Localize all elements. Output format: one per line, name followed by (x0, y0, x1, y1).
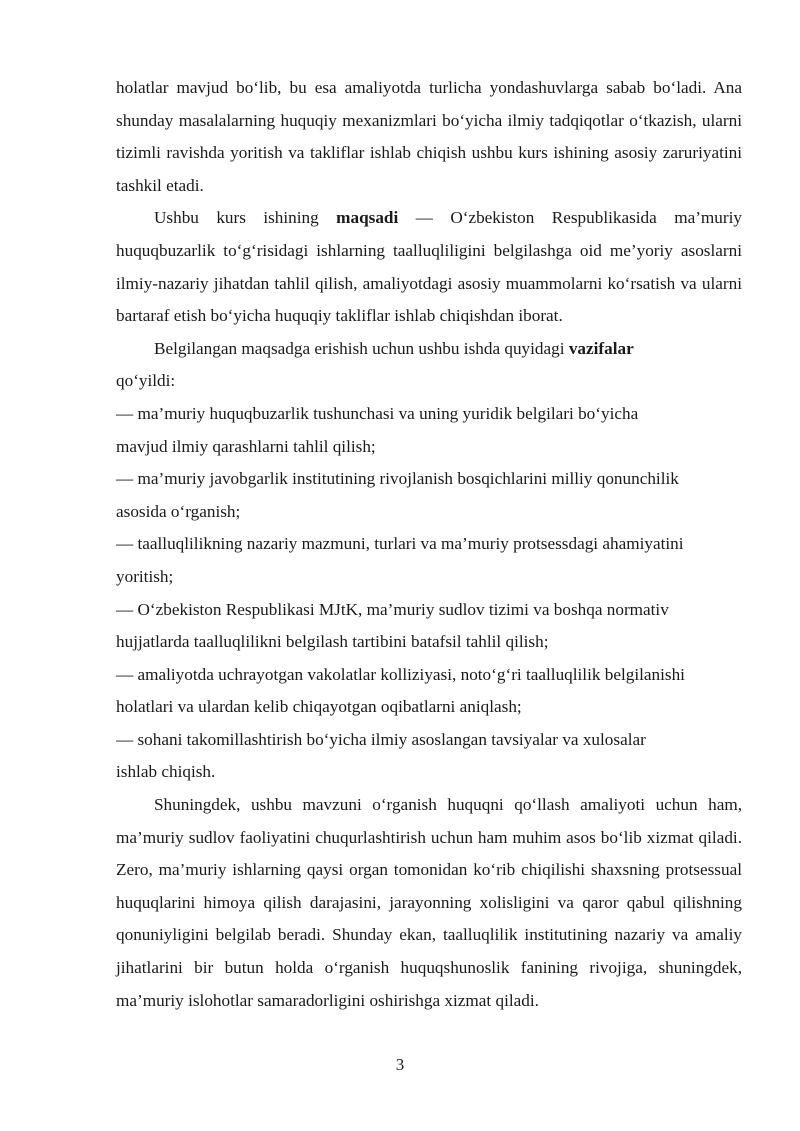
task-item-line: ishlab chiqish. (116, 762, 216, 782)
paragraph-significance: Shuningdek, ushbu mavzuni o‘rganish huquqni qo‘llash amaliyoti uchun ham, ma’muriy sudlov faoliyatini chuqurlashtirish uchun ham muhim asos bo‘lib xizmat qiladi. Zero, ma’muriy ishlarning qaysi organ tomonidan ko‘rib chiqilishi shaxsning protsessual huquqlarini himoya qilish darajasini, jarayonning xolisligini va qaror qabul qilishning qonuniyligini belgilab beradi. Shunday ekan, taalluqlilik institutining nazariy va amaliy jihatlarini bir butun holda o‘rganish huquqshunoslik fanining rivojiga, shuningdek, ma’muriy islohotlar samaradorligini oshirishga xizmat qiladi. (116, 795, 742, 1010)
task-item-line: — O‘zbekiston Respublikasi MJtK, ma’muriy sudlov tizimi va boshqa normativ (116, 599, 669, 619)
task-item-line: — taalluqlilikning nazariy mazmuni, turlari va ma’muriy protsessdagi ahamiyatini (116, 534, 684, 554)
tasks-intro-continuation: qo‘yildi: (116, 371, 176, 391)
task-item-line: — ma’muriy javobgarlik institutining rivojlanish bosqichlarini milliy qonunchilik (116, 469, 679, 489)
task-item-line: — ma’muriy huquqbuzarlik tushunchasi va uning yuridik belgilari bo‘yicha (116, 403, 639, 423)
task-item-line: — sohani takomillashtirish bo‘yicha ilmiy asoslangan tavsiyalar va xulosalar (116, 729, 646, 749)
tasks-intro-text: Belgilangan maqsadga erishish uchun ushbu ishda quyidagi (154, 338, 569, 358)
task-list (116, 398, 742, 789)
goal-text-after: — O‘zbekiston Respublikasida ma’muriy huquqbuzarlik to‘g‘risidagi ishlarning taalluqliligini belgilashga oid me’yoriy asoslarni ilmiy-nazariy jihatdan tahlil qilish, amaliyotdagi asosiy muammolarni ko‘rsatish va ularni bartaraf etish bo‘yicha huquqiy takliflar ishlab chiqishdan iborat. (116, 208, 742, 326)
goal-text-before: Ushbu kurs ishining (154, 208, 337, 228)
paragraph-tasks-intro (116, 333, 742, 366)
task-item-line: asosida o‘rganish; (116, 501, 241, 521)
task-item-line: holatlari va ulardan kelib chiqayotgan oqibatlarni aniqlash; (116, 697, 522, 717)
tasks-keyword: vazifalar (568, 338, 634, 358)
task-item (116, 398, 742, 463)
task-item (116, 594, 742, 659)
paragraph-goal (116, 202, 742, 332)
task-item (116, 528, 742, 593)
page-number: 3 (395, 1055, 405, 1074)
text-body (116, 72, 742, 1017)
paragraph-intro: holatlar mavjud bo‘lib, bu esa amaliyotda turlicha yondashuvlarga sabab bo‘ladi. Ana shunday masalalarning huquqiy mexanizmlari bo‘yicha ilmiy tadqiqotlar o‘tkazish, ularni tizimli ravishda yoritish va takliflar ishlab chiqish ushbu kurs ishining asosiy zaruriyatini tashkil etadi. (116, 78, 742, 195)
task-item (116, 724, 742, 789)
task-item-line: — amaliyotda uchrayotgan vakolatlar kolliziyasi, noto‘g‘ri taalluqlilik belgilanishi (116, 664, 685, 684)
task-item (116, 659, 742, 724)
goal-keyword: maqsadi (336, 208, 399, 228)
task-item-line: yoritish; (116, 566, 174, 586)
task-item (116, 463, 742, 528)
task-item-line: mavjud ilmiy qarashlarni tahlil qilish; (116, 436, 376, 456)
task-item-line: hujjatlarda taalluqlilikni belgilash tartibini batafsil tahlil qilish; (116, 632, 549, 652)
